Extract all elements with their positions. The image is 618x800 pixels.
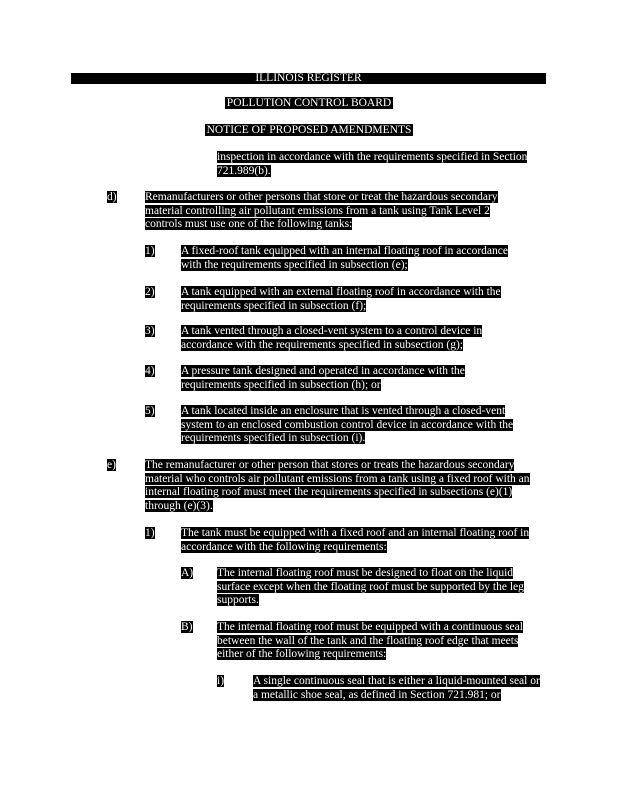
register-title-bar — [71, 73, 546, 84]
d-item-1-marker: 1) — [145, 245, 155, 257]
e-item-1-B-text: The internal floating roof must be equipped with a continuous seal between the wall of the tank and the floating roof edge that meets either of the following requirements: — [217, 621, 523, 661]
e-item-1-A-marker: A) — [181, 567, 194, 579]
board-title: POLLUTION CONTROL BOARD — [226, 97, 392, 109]
subsection-d-text: Remanufacturers or other persons that store or treat the hazardous secondary material controlling air pollutant emissions from a tank using Tank Level 2 controls must use one of the following tanks: — [145, 191, 498, 231]
e-item-1 — [181, 527, 543, 554]
subsection-e-marker: e) — [107, 459, 116, 471]
d-item-3-text: A tank vented through a closed-vent system to a control device in accordance with the requirements specified in subsection (g); — [181, 325, 483, 351]
continuation-text: inspection in accordance with the requirements specified in Section 721.989(b). — [217, 151, 528, 177]
d-item-5 — [181, 405, 533, 446]
e-item-1-text: The tank must be equipped with a fixed roof and an internal floating roof in accordance with the following requirements: — [181, 527, 530, 553]
d-item-1-text: A fixed-roof tank equipped with an internal floating roof in accordance with the requirements specified in subsection (e); — [181, 245, 508, 271]
d-item-5-marker: 5) — [145, 405, 155, 417]
e-item-1-A — [217, 567, 544, 608]
d-item-3 — [181, 325, 503, 352]
e-item-1-marker: 1) — [145, 527, 155, 539]
e-item-1-B-i-text: A single continuous seal that is either a liquid-mounted seal or a metallic shoe seal, as defined in Section 721.981; or — [253, 675, 540, 701]
register-title: ILLINOIS REGISTER — [255, 72, 362, 84]
d-item-2-text: A tank equipped with an external floating roof in accordance with the requirements specified in subsection (f); — [181, 286, 501, 312]
subsection-e-text: The remanufacturer or other person that stores or treats the hazardous secondary material who controls air pollutant emissions from a tank using a fixed roof with an internal floating roof must meet the requirements specified in subsections (e)(1) through (e)(3). — [145, 459, 530, 512]
subsection-d-paragraph — [145, 191, 520, 232]
board-heading — [0, 97, 618, 111]
notice-heading — [0, 124, 618, 138]
continuation-paragraph — [217, 151, 545, 178]
e-item-1-B-i-marker: i) — [217, 675, 225, 687]
notice-title: NOTICE OF PROPOSED AMENDMENTS — [206, 124, 412, 136]
d-item-2 — [181, 286, 521, 313]
d-item-2-marker: 2) — [145, 286, 155, 298]
d-item-4 — [181, 365, 487, 392]
e-item-1-B — [217, 621, 544, 662]
subsection-e-paragraph — [145, 459, 539, 513]
subsection-d-marker: d) — [107, 191, 117, 203]
e-item-1-B-i — [253, 675, 545, 702]
d-item-4-text: A pressure tank designed and operated in accordance with the requirements specified in subsection (h); or — [181, 365, 465, 391]
d-item-1 — [181, 245, 529, 272]
e-item-1-A-text: The internal floating roof must be designed to float on the liquid surface except when the floating roof must be supported by the leg supports. — [217, 567, 524, 607]
d-item-4-marker: 4) — [145, 365, 155, 377]
d-item-5-text: A tank located inside an enclosure that is vented through a closed-vent system to an enclosed combustion control device in accordance with the requirements specified in subsection (i). — [181, 405, 514, 445]
e-item-1-B-marker: B) — [181, 621, 193, 633]
d-item-3-marker: 3) — [145, 325, 155, 337]
